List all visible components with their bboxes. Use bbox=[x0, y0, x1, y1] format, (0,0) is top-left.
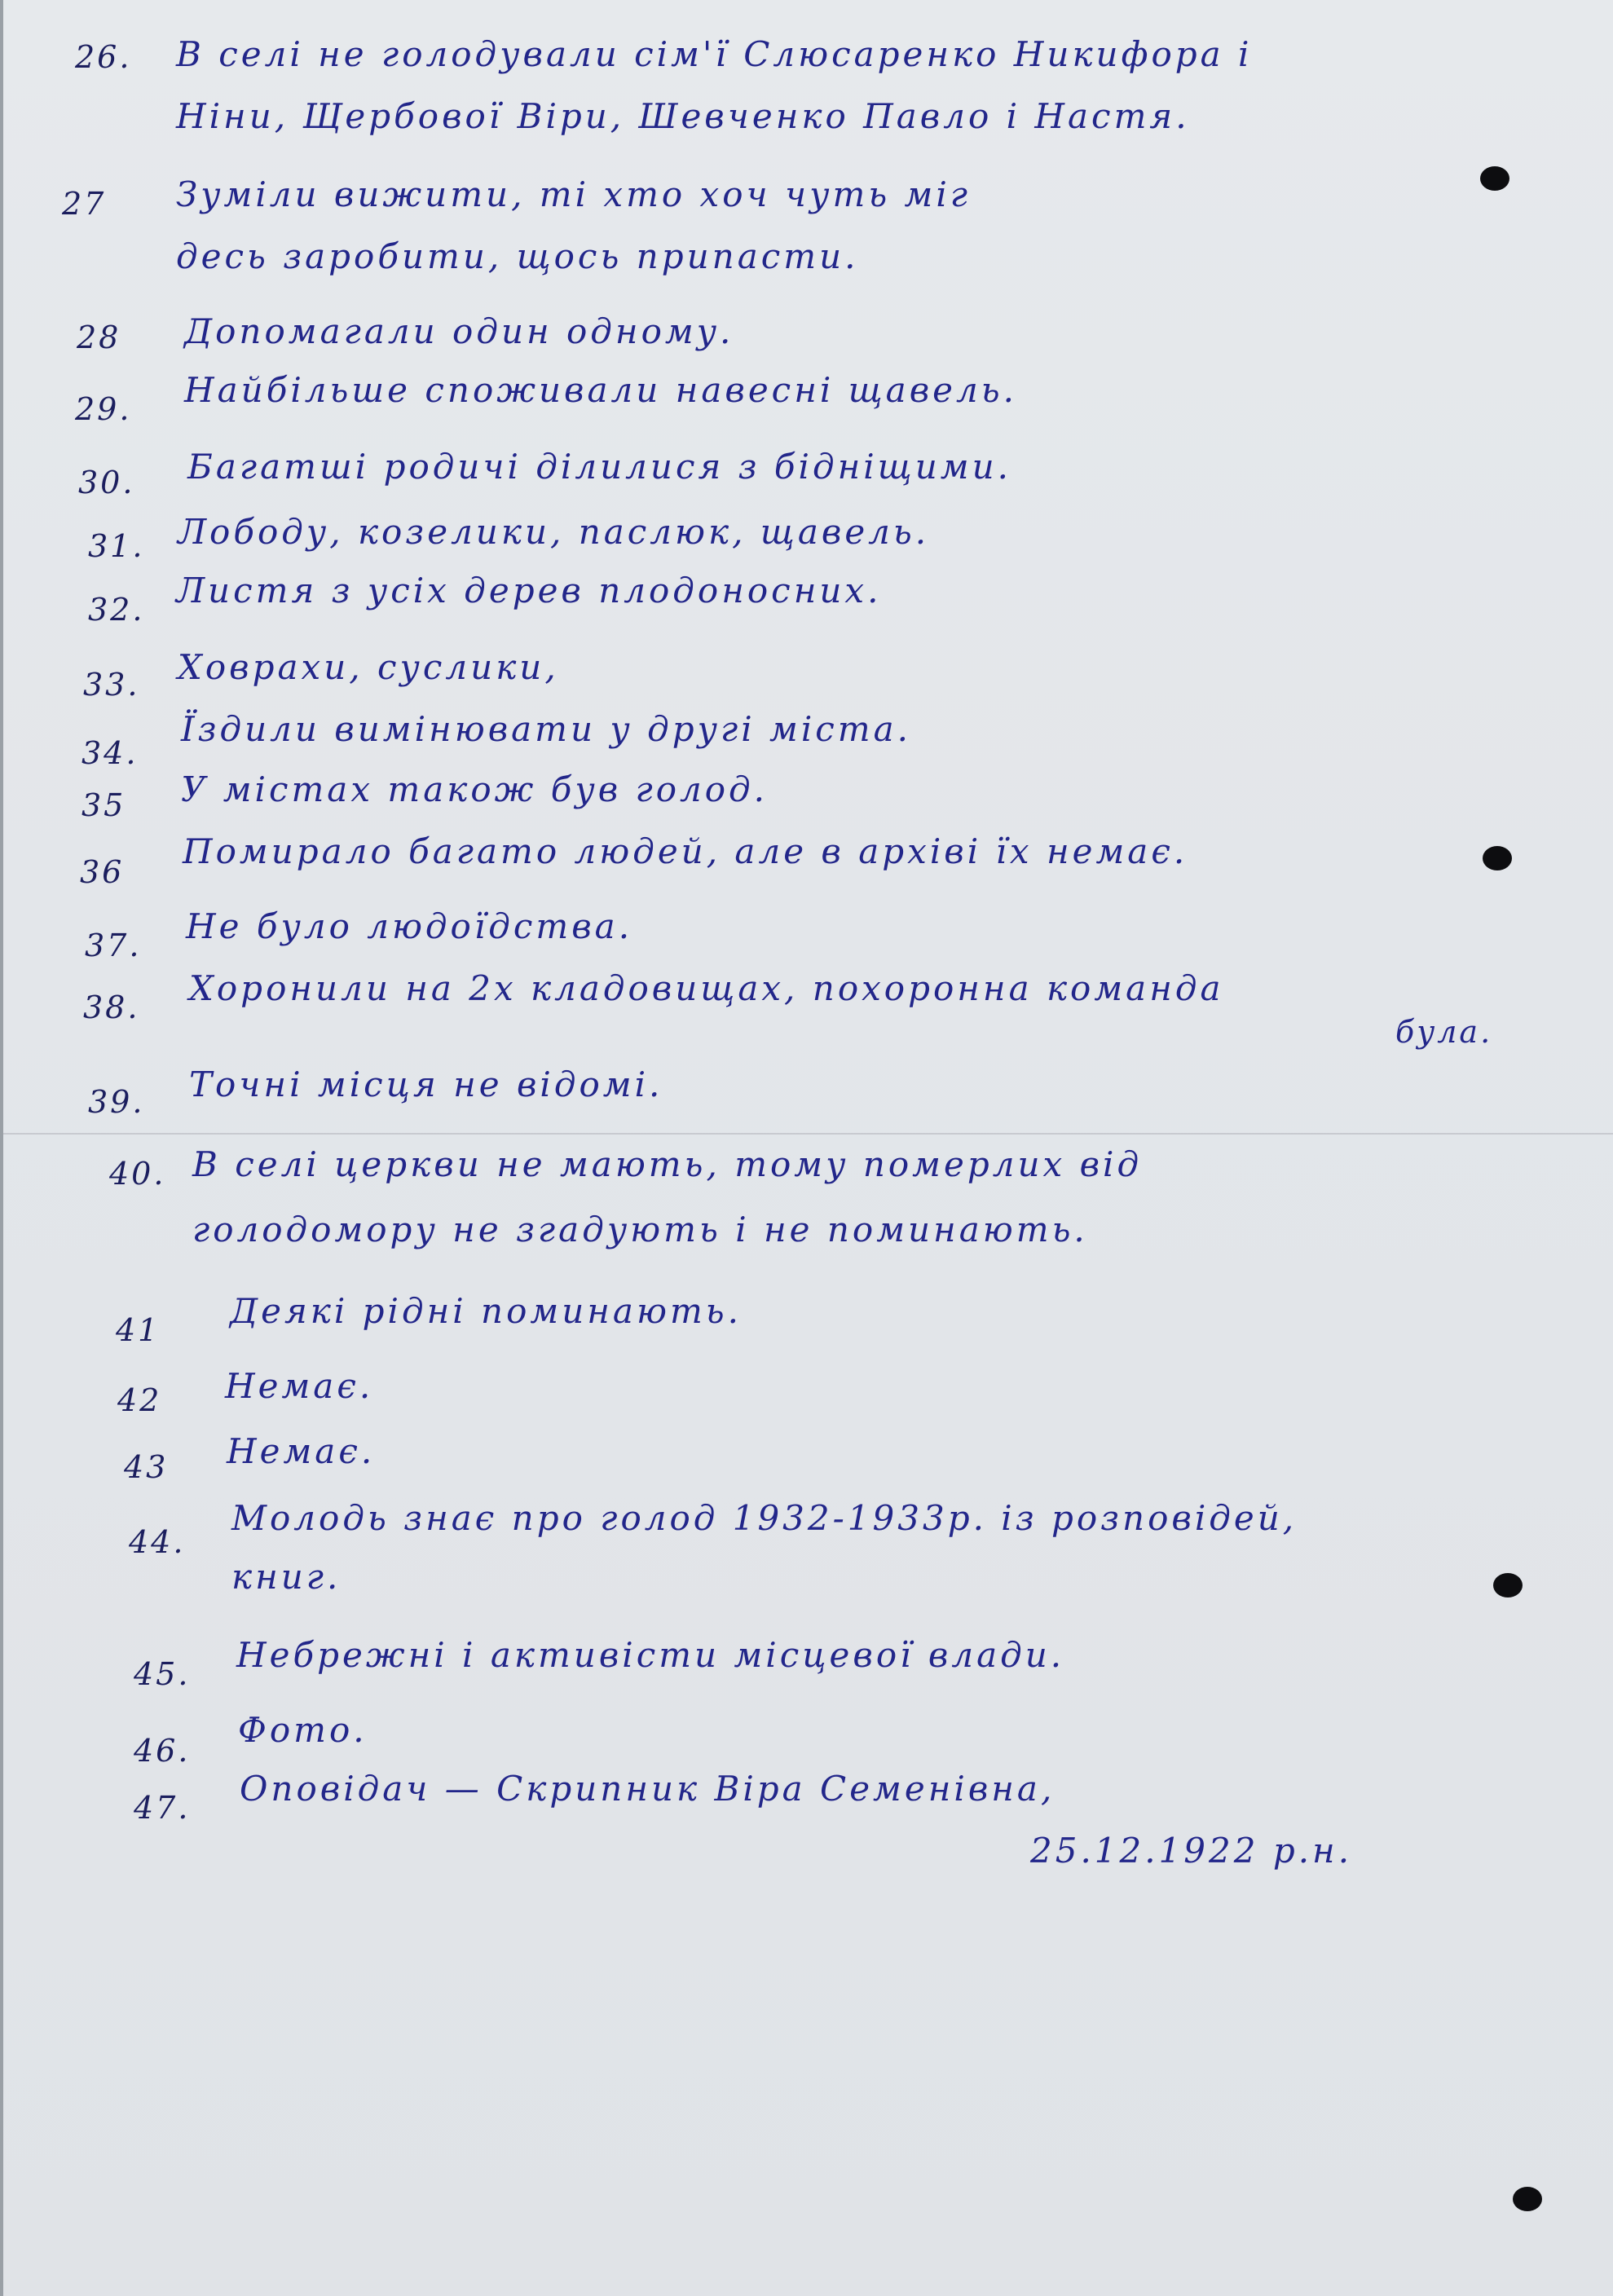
item-number: 33. bbox=[83, 667, 140, 703]
punch-hole bbox=[1483, 846, 1512, 870]
item-number: 26. bbox=[75, 39, 132, 75]
item-text: В селі церкви не мають, тому померлих від bbox=[192, 1144, 1143, 1184]
punch-hole bbox=[1493, 1573, 1523, 1598]
item-text: Небрежні і активісти місцевої влади. bbox=[236, 1635, 1065, 1675]
item-text: Ховрахи, суслики, bbox=[178, 647, 559, 687]
item-number: 27 bbox=[62, 186, 107, 222]
item-text: Багатші родичі ділилися з бідніщими. bbox=[187, 447, 1011, 487]
item-text: Найбільше споживали навесні щавель. bbox=[184, 370, 1017, 410]
item-number: 45. bbox=[134, 1656, 191, 1692]
item-number: 35 bbox=[82, 787, 126, 823]
punch-hole bbox=[1480, 166, 1509, 191]
item-number: 41 bbox=[116, 1312, 161, 1348]
item-text: голодомору не згадують і не поминають. bbox=[192, 1210, 1088, 1249]
item-text: Немає. bbox=[225, 1366, 374, 1406]
item-text: Молодь знає про голод 1932-1933р. із розповідей, bbox=[231, 1498, 1298, 1538]
item-text: Помирало багато людей, але в архіві їх немає. bbox=[183, 831, 1188, 871]
item-number: 37. bbox=[85, 928, 142, 963]
item-number: 42 bbox=[117, 1382, 162, 1418]
item-text: була. bbox=[1395, 1014, 1493, 1050]
item-text: Їздили вимінювати у другі міста. bbox=[181, 709, 911, 749]
item-number: 36 bbox=[80, 854, 125, 890]
item-number: 40. bbox=[109, 1156, 166, 1192]
item-number: 43 bbox=[124, 1449, 169, 1485]
item-text: Хоронили на 2х кладовищах, похоронна команда bbox=[189, 968, 1224, 1008]
item-text: десь заробити, щось припасти. bbox=[176, 236, 859, 276]
item-text: Немає. bbox=[227, 1431, 376, 1471]
item-text: Оповідач — Скрипник Віра Семенівна, bbox=[240, 1769, 1056, 1809]
item-text: книг. bbox=[231, 1557, 342, 1597]
item-text: Фото. bbox=[238, 1710, 368, 1750]
item-text: Деякі рідні поминають. bbox=[230, 1291, 742, 1331]
item-number: 34. bbox=[82, 735, 139, 771]
item-text: 25.12.1922 р.н. bbox=[1030, 1831, 1353, 1871]
item-text: В селі не голодували сім'ї Слюсаренко Никифора і bbox=[176, 34, 1253, 74]
item-number: 29. bbox=[75, 391, 132, 427]
punch-hole bbox=[1513, 2187, 1542, 2211]
item-number: 32. bbox=[88, 592, 145, 628]
item-text: Зуміли вижити, ті хто хоч чуть міг bbox=[176, 174, 972, 214]
item-text: Допомагали один одному. bbox=[184, 311, 734, 351]
item-number: 47. bbox=[134, 1790, 191, 1826]
item-number: 46. bbox=[134, 1733, 191, 1769]
item-number: 31. bbox=[88, 528, 145, 564]
item-text: Лободу, козелики, паслюк, щавель. bbox=[178, 512, 930, 552]
item-number: 44. bbox=[129, 1524, 186, 1560]
item-number: 30. bbox=[78, 465, 135, 500]
item-text: Ніни, Щербової Віри, Шевченко Павло і Настя. bbox=[176, 96, 1190, 136]
item-text: У містах також був голод. bbox=[181, 769, 769, 809]
item-text: Листя з усіх дерев плодоносних. bbox=[176, 571, 882, 610]
item-number: 38. bbox=[83, 989, 140, 1025]
item-text: Не було людоїдства. bbox=[186, 906, 633, 946]
item-text: Точні місця не відомі. bbox=[189, 1064, 663, 1104]
fold-line bbox=[3, 1133, 1613, 1135]
item-number: 39. bbox=[88, 1084, 145, 1120]
item-number: 28 bbox=[77, 320, 121, 355]
